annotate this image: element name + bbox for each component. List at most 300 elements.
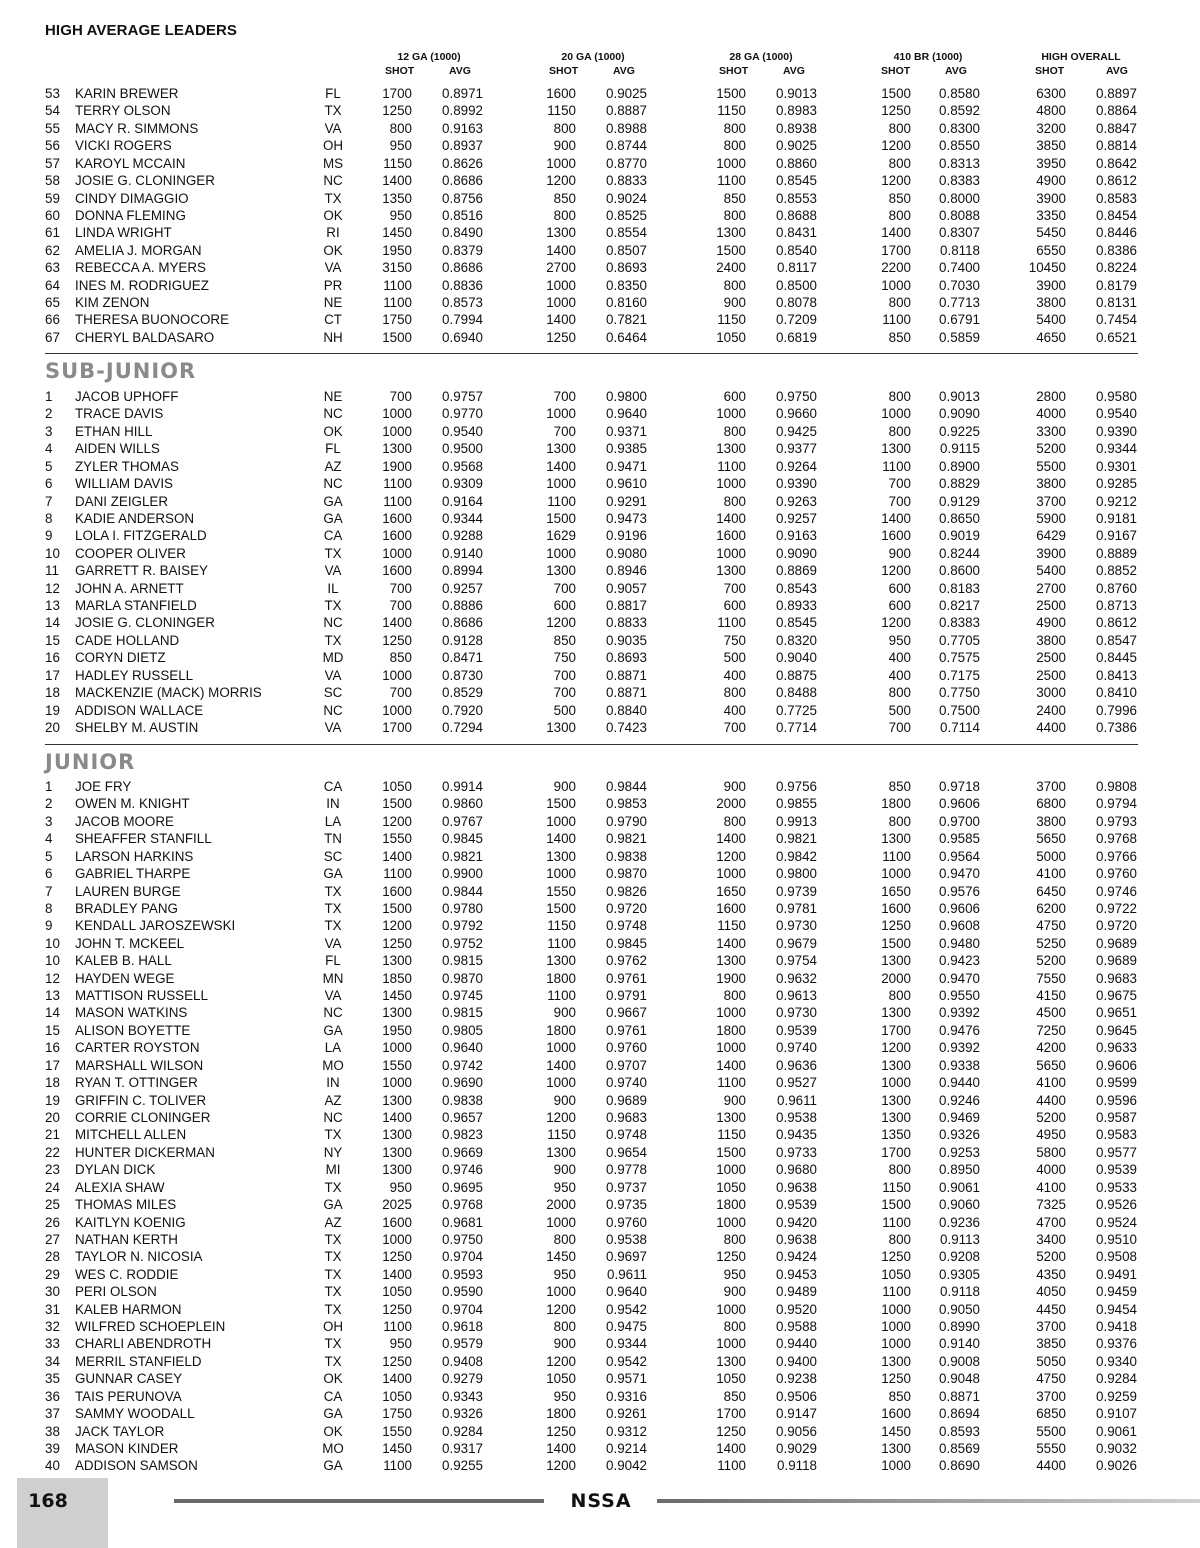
avg-28ga: 0.9638 [776,1231,817,1247]
shot-high-overall: 3350 [1036,207,1066,223]
avg-28ga: 0.9420 [776,1214,817,1230]
shot-high-overall: 6550 [1036,242,1066,258]
table-row [0,389,1200,406]
avg-20ga: 0.9291 [606,493,647,509]
avg-410br: 0.9392 [939,1040,980,1056]
avg-410br: 0.5859 [939,329,980,345]
shot-28ga: 1300 [716,1109,746,1125]
shooter-name: CARTER ROYSTON [75,1040,200,1056]
avg-28ga: 0.9163 [776,528,817,544]
shot-410br: 900 [888,545,911,561]
state: TN [324,831,342,847]
footer-rule-left [174,1499,544,1503]
avg-12ga: 0.9914 [442,779,483,794]
avg-high-overall: 0.9212 [1096,493,1137,509]
state: AZ [324,1092,342,1108]
avg-12ga: 0.9742 [442,1057,483,1073]
state: NC [323,1005,343,1021]
rank: 12 [45,580,60,596]
table-row [0,1040,1200,1057]
shooter-name: MATTISON RUSSELL [75,988,208,1004]
avg-28ga: 0.9588 [776,1319,817,1335]
shooter-name: TERRY OLSON [75,103,171,119]
rank: 7 [45,883,53,899]
shot-12ga: 1000 [382,702,412,718]
shot-12ga: 1950 [382,1022,412,1038]
avg-12ga: 0.9845 [442,831,483,847]
state: CT [324,312,342,328]
shot-20ga: 1500 [546,900,576,916]
state: MI [325,1162,341,1178]
avg-12ga: 0.8992 [442,103,483,119]
avg-high-overall: 0.9259 [1096,1388,1137,1404]
avg-12ga: 0.9780 [442,900,483,916]
avg-410br: 0.9700 [939,813,980,829]
table-row [0,494,1200,511]
table-row [0,1354,1200,1371]
avg-12ga: 0.8994 [442,563,483,579]
column-headers [0,51,1200,81]
state: GA [323,510,343,526]
rank: 53 [45,86,60,101]
avg-410br: 0.8383 [939,173,980,189]
avg-410br: 0.9606 [939,900,980,916]
rank: 56 [45,138,60,154]
shooter-name: MARLA STANFIELD [75,598,197,614]
shot-12ga: 1100 [383,493,412,509]
avg-12ga: 0.9768 [442,1197,483,1213]
shot-12ga: 1700 [382,86,412,101]
avg-high-overall: 0.9596 [1096,1092,1137,1108]
avg-28ga: 0.9739 [776,883,817,899]
shooter-name: TAIS PERUNOVA [75,1388,182,1404]
shot-high-overall: 2500 [1036,650,1066,666]
shot-12ga: 1100 [383,476,412,492]
shot-28ga: 1000 [716,1301,746,1317]
table-row [0,312,1200,329]
rank: 19 [45,702,60,718]
avg-12ga: 0.9500 [442,441,483,457]
shot-28ga: 1000 [716,1162,746,1178]
avg-20ga: 0.9538 [606,1231,647,1247]
avg-12ga: 0.8730 [442,667,483,683]
shooter-name: SHELBY M. AUSTIN [75,719,199,735]
avg-20ga: 0.8840 [606,702,647,718]
rank: 3 [45,423,53,439]
avg-410br: 0.9585 [939,831,980,847]
rank: 32 [45,1319,60,1335]
shot-410br: 1300 [881,1109,911,1125]
avg-high-overall: 0.7386 [1096,719,1137,735]
shot-20ga: 600 [553,598,576,614]
shooter-name: CHERYL BALDASARO [75,329,215,345]
shot-28ga: 1400 [716,1440,746,1456]
shot-high-overall: 4400 [1036,719,1066,735]
shot-12ga: 1000 [382,423,412,439]
state: MO [322,1057,344,1073]
table-row [0,581,1200,598]
shot-high-overall: 3900 [1036,545,1066,561]
shooter-name: JOHN A. ARNETT [75,580,184,596]
rank: 54 [45,103,60,119]
rank: 1 [45,779,53,794]
shot-410br: 1100 [882,312,911,328]
avg-high-overall: 0.9454 [1096,1301,1137,1317]
avg-28ga: 0.9754 [776,953,817,969]
shot-high-overall: 3800 [1036,813,1066,829]
shooter-name: KADIE ANDERSON [75,510,195,526]
avg-28ga: 0.9453 [776,1266,817,1282]
table-row [0,86,1200,103]
shot-28ga: 400 [723,702,746,718]
avg-high-overall: 0.8445 [1096,650,1137,666]
shot-20ga: 1629 [546,528,576,544]
shot-12ga: 1300 [382,953,412,969]
shot-20ga: 1400 [546,242,576,258]
shot-28ga: 900 [723,1284,746,1300]
shot-410br: 1300 [881,1057,911,1073]
shot-high-overall: 4500 [1036,1005,1066,1021]
shot-410br: 850 [888,329,911,345]
shot-20ga: 1000 [546,295,576,311]
shooter-name: TAYLOR N. NICOSIA [75,1249,203,1265]
page-title: HIGH AVERAGE LEADERS [45,22,238,39]
table-row [0,1180,1200,1197]
avg-20ga: 0.9845 [606,935,647,951]
shot-20ga: 1400 [546,312,576,328]
shot-12ga: 2025 [382,1197,412,1213]
avg-high-overall: 0.9606 [1096,1057,1137,1073]
avg-12ga: 0.8516 [442,207,483,223]
avg-12ga: 0.7294 [442,719,483,735]
shot-high-overall: 6800 [1036,796,1066,812]
avg-high-overall: 0.9689 [1096,953,1137,969]
shot-high-overall: 4900 [1036,615,1066,631]
state: CA [323,528,343,544]
state: LA [324,813,342,829]
table-row [0,615,1200,632]
avg-410br: 0.8592 [939,103,980,119]
avg-12ga: 0.9279 [442,1371,483,1387]
shot-12ga: 1600 [382,528,412,544]
shot-12ga: 1050 [382,779,412,794]
avg-12ga: 0.8937 [442,138,483,154]
avg-28ga: 0.9506 [776,1388,817,1404]
avg-28ga: 0.8545 [776,173,817,189]
shot-410br: 1250 [881,1249,911,1265]
rank: 64 [45,277,60,293]
shot-28ga: 1300 [716,225,746,241]
shot-12ga: 1200 [382,813,412,829]
avg-12ga: 0.9164 [442,493,483,509]
state: NC [323,615,343,631]
avg-12ga: 0.8686 [442,260,483,276]
avg-high-overall: 0.8179 [1096,277,1137,293]
shot-20ga: 1300 [546,953,576,969]
shot-410br: 1000 [881,866,911,882]
avg-28ga: 0.9489 [776,1284,817,1300]
avg-high-overall: 0.9344 [1096,441,1137,457]
state: MO [322,1440,344,1456]
avg-410br: 0.9050 [939,1301,980,1317]
avg-header: AVG [1106,65,1128,77]
rank: 1 [45,389,53,404]
shot-high-overall: 3950 [1036,155,1066,171]
avg-20ga: 0.9791 [606,988,647,1004]
rank: 4 [45,441,53,457]
rank: 6 [45,476,53,492]
avg-20ga: 0.7821 [606,312,647,328]
shot-28ga: 2400 [716,260,746,276]
avg-12ga: 0.9767 [442,813,483,829]
avg-high-overall: 0.9340 [1096,1353,1137,1369]
avg-20ga: 0.9214 [606,1440,647,1456]
avg-12ga: 0.9640 [442,1040,483,1056]
shooter-name: COOPER OLIVER [75,545,186,561]
avg-28ga: 0.7714 [776,719,817,735]
avg-28ga: 0.8553 [776,190,817,206]
shot-410br: 1300 [881,831,911,847]
shot-12ga: 1300 [382,1092,412,1108]
avg-20ga: 0.8770 [606,155,647,171]
shot-28ga: 1000 [716,476,746,492]
state: TX [324,1231,342,1247]
shooter-name: KENDALL JAROSZEWSKI [75,918,236,934]
shot-20ga: 900 [553,1162,576,1178]
table-row [0,138,1200,155]
avg-12ga: 0.9590 [442,1284,483,1300]
shot-12ga: 1600 [382,883,412,899]
shot-high-overall: 7325 [1036,1197,1066,1213]
state: VA [324,719,342,735]
table-row [0,1162,1200,1179]
shot-12ga: 800 [389,120,412,136]
shooter-name: DYLAN DICK [75,1162,156,1178]
shooter-name: PERI OLSON [75,1284,157,1300]
state: OK [323,423,343,439]
shot-20ga: 1300 [546,1144,576,1160]
shot-28ga: 1100 [717,1075,746,1091]
avg-high-overall: 0.9583 [1096,1127,1137,1143]
avg-20ga: 0.8693 [606,650,647,666]
avg-410br: 0.9253 [939,1144,980,1160]
avg-28ga: 0.9264 [776,458,817,474]
shot-28ga: 1150 [717,1127,746,1143]
avg-high-overall: 0.9633 [1096,1040,1137,1056]
shot-12ga: 1200 [382,918,412,934]
shooter-name: REBECCA A. MYERS [75,260,206,276]
avg-410br: 0.9564 [939,848,980,864]
avg-high-overall: 0.9284 [1096,1371,1137,1387]
rank: 6 [45,866,53,882]
avg-20ga: 0.9080 [606,545,647,561]
shot-12ga: 1000 [382,1231,412,1247]
shooter-name: CHARLI ABENDROTH [75,1336,212,1352]
avg-high-overall: 0.9651 [1096,1005,1137,1021]
avg-20ga: 0.9707 [606,1057,647,1073]
rank: 3 [45,813,53,829]
avg-20ga: 0.9870 [606,866,647,882]
rank: 9 [45,528,53,544]
avg-12ga: 0.9579 [442,1336,483,1352]
avg-12ga: 0.9815 [442,953,483,969]
shot-28ga: 900 [723,1092,746,1108]
avg-12ga: 0.9344 [442,510,483,526]
table-row [0,668,1200,685]
section-divider [45,744,1138,745]
avg-high-overall: 0.9746 [1096,883,1137,899]
avg-high-overall: 0.8410 [1096,685,1137,701]
avg-410br: 0.9338 [939,1057,980,1073]
table-row [0,330,1200,347]
avg-20ga: 0.9844 [606,779,647,794]
avg-410br: 0.9019 [939,528,980,544]
avg-20ga: 0.9542 [606,1353,647,1369]
shot-20ga: 900 [553,1336,576,1352]
group-title: 28 GA (1000) [729,51,793,63]
shot-12ga: 1100 [383,277,412,293]
shot-28ga: 800 [723,813,746,829]
shot-20ga: 1000 [546,476,576,492]
rank: 7 [45,493,53,509]
avg-12ga: 0.8573 [442,295,483,311]
footer-brand: NSSA [570,1490,632,1512]
shot-high-overall: 4800 [1036,103,1066,119]
avg-12ga: 0.8686 [442,615,483,631]
shot-28ga: 800 [723,207,746,223]
shot-20ga: 900 [553,1005,576,1021]
avg-28ga: 0.8933 [776,598,817,614]
shot-28ga: 800 [723,277,746,293]
shot-high-overall: 5200 [1036,1109,1066,1125]
shot-12ga: 1450 [382,1440,412,1456]
shot-12ga: 950 [389,207,412,223]
shooter-name: NATHAN KERTH [75,1231,178,1247]
table-row [0,1232,1200,1249]
shot-410br: 600 [888,598,911,614]
rank: 29 [45,1266,60,1282]
avg-header: AVG [449,65,471,77]
avg-410br: 0.8690 [939,1458,980,1474]
avg-high-overall: 0.7996 [1096,702,1137,718]
page-number: 168 [28,1490,68,1512]
table-row [0,1058,1200,1075]
rank: 15 [45,632,60,648]
state: VA [324,988,342,1004]
avg-12ga: 0.8529 [442,685,483,701]
avg-28ga: 0.8431 [776,225,817,241]
shooter-name: RYAN T. OTTINGER [75,1075,198,1091]
avg-28ga: 0.9390 [776,476,817,492]
state: NE [323,295,343,311]
avg-28ga: 0.9056 [776,1423,817,1439]
avg-12ga: 0.9317 [442,1440,483,1456]
page-number-tab [17,1478,108,1548]
avg-28ga: 0.9679 [776,935,817,951]
shot-high-overall: 4900 [1036,173,1066,189]
shooter-name: GRIFFIN C. TOLIVER [75,1092,207,1108]
shooter-name: JOSIE G. CLONINGER [75,173,215,189]
avg-20ga: 0.9790 [606,813,647,829]
avg-high-overall: 0.7454 [1096,312,1137,328]
avg-410br: 0.9550 [939,988,980,1004]
avg-high-overall: 0.8612 [1096,173,1137,189]
shot-28ga: 400 [723,667,746,683]
state: VA [324,563,342,579]
state: TX [324,190,342,206]
avg-410br: 0.8569 [939,1440,980,1456]
table-row [0,685,1200,702]
avg-high-overall: 0.9760 [1096,866,1137,882]
avg-20ga: 0.9667 [606,1005,647,1021]
rank: 31 [45,1301,60,1317]
shot-high-overall: 6429 [1036,528,1066,544]
table-row [0,103,1200,120]
shot-12ga: 700 [389,389,412,404]
table-row [0,1424,1200,1441]
rank: 14 [45,615,60,631]
avg-28ga: 0.9539 [776,1022,817,1038]
table-row [0,814,1200,831]
avg-28ga: 0.9636 [776,1057,817,1073]
rank: 18 [45,685,60,701]
shot-20ga: 1400 [546,1440,576,1456]
table-row [0,459,1200,476]
avg-high-overall: 0.8612 [1096,615,1137,631]
shot-20ga: 1100 [547,493,576,509]
shot-28ga: 800 [723,685,746,701]
shot-high-overall: 3900 [1036,277,1066,293]
table-row [0,563,1200,580]
shot-28ga: 1050 [716,1371,746,1387]
avg-28ga: 0.9821 [776,831,817,847]
table-row [0,796,1200,813]
avg-20ga: 0.9697 [606,1249,647,1265]
rank: 26 [45,1214,60,1230]
shot-410br: 1000 [881,277,911,293]
state: IN [326,796,340,812]
avg-12ga: 0.9681 [442,1214,483,1230]
avg-28ga: 0.9913 [776,813,817,829]
avg-410br: 0.9606 [939,796,980,812]
rank: 20 [45,719,60,735]
avg-28ga: 0.8320 [776,632,817,648]
shot-28ga: 800 [723,138,746,154]
table-row [0,546,1200,563]
avg-20ga: 0.9611 [607,1266,647,1282]
table-row [0,703,1200,720]
avg-28ga: 0.9842 [776,848,817,864]
avg-410br: 0.8550 [939,138,980,154]
avg-410br: 0.9480 [939,935,980,951]
rank: 59 [45,190,60,206]
shot-28ga: 1050 [716,329,746,345]
shooter-name: CADE HOLLAND [75,632,180,648]
avg-high-overall: 0.9285 [1096,476,1137,492]
shot-28ga: 1600 [716,528,746,544]
shooter-name: THERESA BUONOCORE [75,312,230,328]
avg-12ga: 0.8971 [442,86,483,101]
shot-high-overall: 2500 [1036,598,1066,614]
rank: 23 [45,1162,60,1178]
shot-12ga: 1300 [382,1005,412,1021]
shot-28ga: 1000 [716,406,746,422]
shot-20ga: 1200 [546,1353,576,1369]
state: TX [324,1301,342,1317]
shot-20ga: 1200 [546,615,576,631]
avg-12ga: 0.8886 [442,598,483,614]
avg-20ga: 0.9640 [606,1284,647,1300]
